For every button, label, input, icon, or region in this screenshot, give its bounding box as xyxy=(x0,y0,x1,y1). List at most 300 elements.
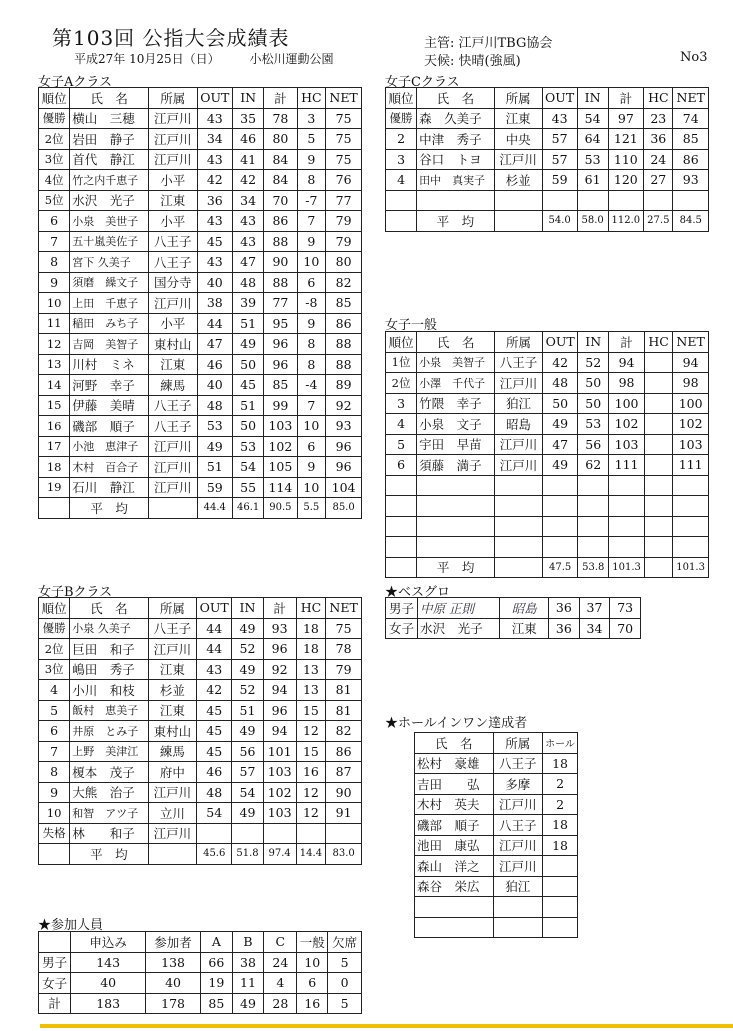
in-cell xyxy=(577,190,608,211)
count-cell: 66 xyxy=(201,952,233,973)
in-cell: 35 xyxy=(232,108,263,129)
out-cell: 36 xyxy=(549,618,580,639)
average-value: 27.5 xyxy=(644,211,673,232)
club-cell: 八王子 xyxy=(148,395,197,416)
gender-cell: 男子 xyxy=(386,598,418,619)
total-cell: 103 xyxy=(264,416,297,437)
name-cell: 上野 美津江 xyxy=(70,741,148,762)
weather: 天候: 快晴(強風) xyxy=(424,54,521,69)
club-cell: 江戸川 xyxy=(148,129,197,150)
bestGross-table xyxy=(385,597,641,639)
total-cell: 88 xyxy=(264,231,297,252)
name-cell: 宇田 早苗 xyxy=(417,434,495,455)
in-cell: 47 xyxy=(232,252,263,273)
rank-cell: 1位 xyxy=(386,352,417,373)
in-cell xyxy=(578,475,609,496)
column-header: 氏 名 xyxy=(70,598,148,619)
name-cell: 池田 康弘 xyxy=(415,835,494,856)
net-cell: 81 xyxy=(326,700,362,721)
count-cell: 11 xyxy=(232,973,264,994)
average-label: 平 均 xyxy=(417,557,495,578)
net-cell: 103 xyxy=(673,434,709,455)
average-label: 平 均 xyxy=(70,844,148,865)
table-row xyxy=(39,700,362,721)
column-header: IN xyxy=(232,88,263,109)
net-cell xyxy=(673,475,709,496)
out-cell: 46 xyxy=(197,762,232,783)
club-cell: 江戸川 xyxy=(495,434,543,455)
hole-cell: 18 xyxy=(543,835,578,856)
hc-cell xyxy=(644,352,672,373)
net-cell: 79 xyxy=(326,231,362,252)
out-cell: 40 xyxy=(197,375,232,396)
hc-cell: 16 xyxy=(296,762,326,783)
rank-cell: 18 xyxy=(39,457,70,478)
hc-cell xyxy=(296,823,326,844)
hc-cell: 13 xyxy=(296,680,326,701)
rank-cell: 7 xyxy=(39,741,70,762)
out-cell: 48 xyxy=(197,395,232,416)
total-cell xyxy=(609,475,645,496)
out-cell: 44 xyxy=(197,639,232,660)
in-cell: 61 xyxy=(577,170,608,191)
column-header: 計 xyxy=(263,598,296,619)
in-cell: 43 xyxy=(232,231,263,252)
count-cell: 4 xyxy=(264,973,297,994)
count-cell: 85 xyxy=(201,993,233,1014)
column-header: 氏 名 xyxy=(417,88,495,109)
rank-cell: 3位 xyxy=(39,149,70,170)
rank-cell: 7 xyxy=(39,231,70,252)
club-cell: 小平 xyxy=(148,170,197,191)
net-cell: 77 xyxy=(326,190,362,211)
name-cell: 田中 真実子 xyxy=(417,170,495,191)
in-cell: 53 xyxy=(232,436,263,457)
net-cell: 86 xyxy=(673,149,709,170)
out-cell: 43 xyxy=(542,108,577,129)
total-cell: 95 xyxy=(264,313,297,334)
table-row xyxy=(39,639,362,660)
rank-cell: 3位 xyxy=(39,659,70,680)
row-label: 計 xyxy=(39,993,71,1014)
column-header: OUT xyxy=(542,88,577,109)
rank-cell: 10 xyxy=(39,293,70,314)
event-date: 平成27年 10月25日（日） xyxy=(74,52,220,66)
out-cell: 59 xyxy=(542,170,577,191)
name-cell: 水沢 光子 xyxy=(70,190,149,211)
hole-cell: 2 xyxy=(543,794,578,815)
rank-cell: 6 xyxy=(39,211,70,232)
bottom-rule xyxy=(40,1024,733,1028)
hc-cell: 12 xyxy=(296,782,326,803)
hc-cell xyxy=(644,393,672,414)
column-header: C xyxy=(264,932,297,953)
total-cell xyxy=(609,496,645,517)
net-cell: 89 xyxy=(326,375,362,396)
table-row xyxy=(386,618,641,639)
hc-cell: 8 xyxy=(297,354,326,375)
hc-cell: 9 xyxy=(297,457,326,478)
club-cell: 江戸川 xyxy=(148,823,196,844)
average-label: 平 均 xyxy=(417,211,495,232)
table-row xyxy=(39,170,362,191)
hc-cell xyxy=(644,516,672,537)
name-cell: 和智 アツ子 xyxy=(70,803,148,824)
in-cell: 53 xyxy=(578,414,609,435)
in-cell xyxy=(232,823,263,844)
net-cell: 91 xyxy=(326,803,362,824)
in-cell: 50 xyxy=(232,416,263,437)
column-header: OUT xyxy=(543,332,578,353)
empty-cell xyxy=(148,844,196,865)
name-cell xyxy=(415,897,494,918)
table-row xyxy=(39,108,362,129)
out-cell xyxy=(542,190,577,211)
table-row xyxy=(415,753,578,774)
name-cell: 中津 秀子 xyxy=(417,129,495,150)
total-cell: 93 xyxy=(263,618,296,639)
hc-cell: 10 xyxy=(297,477,326,498)
hc-cell xyxy=(644,537,672,558)
total-cell: 86 xyxy=(264,211,297,232)
club-cell: 八王子 xyxy=(495,352,543,373)
out-cell: 42 xyxy=(197,680,232,701)
rank-cell: 4 xyxy=(386,170,417,191)
table-row xyxy=(39,952,362,973)
hc-cell: -8 xyxy=(297,293,326,314)
rank-cell: 優勝 xyxy=(39,108,70,129)
empty-cell xyxy=(494,211,542,232)
column-header: 参加者 xyxy=(146,932,201,953)
holeInOne-title: ★ホールインワン達成者 xyxy=(385,716,528,731)
total-cell: 84 xyxy=(264,170,297,191)
club-cell: 東村山 xyxy=(148,334,197,355)
rank-cell: 6 xyxy=(39,721,70,742)
table-row xyxy=(39,211,362,232)
column-header: IN xyxy=(577,88,608,109)
in-cell: 41 xyxy=(232,149,263,170)
hc-cell: 23 xyxy=(644,108,673,129)
out-cell: 50 xyxy=(543,393,578,414)
name-cell xyxy=(417,190,495,211)
column-header: ホール xyxy=(543,733,578,754)
name-cell: 飯村 恵美子 xyxy=(70,700,148,721)
header-row xyxy=(386,332,709,353)
hc-cell: 8 xyxy=(297,170,326,191)
table-row xyxy=(39,190,362,211)
name-cell: 小泉 美世子 xyxy=(70,211,149,232)
club-cell: 江東 xyxy=(148,700,196,721)
in-cell: 51 xyxy=(232,700,263,721)
column-header: OUT xyxy=(197,88,232,109)
net-cell: 93 xyxy=(673,170,709,191)
club-cell: 八王子 xyxy=(148,618,196,639)
net-cell: 86 xyxy=(326,313,362,334)
column-header: 所属 xyxy=(494,88,542,109)
page-title: 第103回 公指大会成績表 xyxy=(52,26,290,50)
hc-cell xyxy=(644,455,672,476)
table-row xyxy=(386,149,709,170)
count-cell: 16 xyxy=(297,993,328,1014)
in-cell: 45 xyxy=(232,375,263,396)
name-cell: 林 和子 xyxy=(70,823,148,844)
total-cell: 94 xyxy=(263,721,296,742)
in-cell: 64 xyxy=(577,129,608,150)
table-row xyxy=(39,272,362,293)
womenB-title: 女子Bクラス xyxy=(38,585,113,600)
table-row xyxy=(386,537,709,558)
column-header: 所属 xyxy=(148,598,196,619)
table-row xyxy=(39,659,362,680)
name-cell: 巨田 和子 xyxy=(70,639,148,660)
hc-cell: 9 xyxy=(297,313,326,334)
club-cell: 江戸川 xyxy=(493,835,543,856)
in-cell: 43 xyxy=(232,211,263,232)
club-cell: 江東 xyxy=(148,659,196,680)
average-value: 97.4 xyxy=(263,844,296,865)
row-label: 女子 xyxy=(39,973,71,994)
total-cell: 94 xyxy=(609,352,645,373)
club-cell: 練馬 xyxy=(148,375,197,396)
out-cell: 57 xyxy=(542,129,577,150)
column-header: 順位 xyxy=(386,88,417,109)
rank-cell: 12 xyxy=(39,334,70,355)
net-cell: 82 xyxy=(326,721,362,742)
total-cell: 97 xyxy=(608,108,644,129)
average-value: 47.5 xyxy=(543,557,578,578)
net-cell: 74 xyxy=(673,108,709,129)
out-cell: 45 xyxy=(197,231,232,252)
total-cell: 99 xyxy=(264,395,297,416)
out-cell xyxy=(543,475,578,496)
rank-cell: 8 xyxy=(39,762,70,783)
row-label: 男子 xyxy=(39,952,71,973)
out-cell: 43 xyxy=(197,211,232,232)
total-cell: 114 xyxy=(264,477,297,498)
womenGeneral-title: 女子一般 xyxy=(385,318,438,333)
out-cell: 53 xyxy=(197,416,232,437)
name-cell: 河野 幸子 xyxy=(70,375,149,396)
name-cell: 伊藤 美晴 xyxy=(70,395,149,416)
column-header: 計 xyxy=(609,332,645,353)
in-cell: 51 xyxy=(232,313,263,334)
in-cell: 52 xyxy=(232,680,263,701)
rank-cell: 5位 xyxy=(39,190,70,211)
column-header xyxy=(39,932,71,953)
womenC-table xyxy=(385,87,709,232)
name-cell: 竹隈 幸子 xyxy=(417,393,495,414)
table-row xyxy=(386,129,709,150)
out-cell: 36 xyxy=(549,598,580,619)
rank-cell: 3 xyxy=(386,393,417,414)
empty-cell xyxy=(148,498,197,519)
womenA-title: 女子Aクラス xyxy=(38,75,112,90)
club-cell xyxy=(493,917,543,938)
net-cell: 90 xyxy=(326,782,362,803)
hc-cell: 5 xyxy=(297,129,326,150)
net-cell: 75 xyxy=(326,129,362,150)
average-value: 112.0 xyxy=(608,211,644,232)
total-cell: 102 xyxy=(609,414,645,435)
average-value: 44.4 xyxy=(197,498,232,519)
table-row xyxy=(386,190,709,211)
net-cell xyxy=(673,496,709,517)
rank-cell: 失格 xyxy=(39,823,70,844)
table-row xyxy=(386,496,709,517)
net-cell: 80 xyxy=(326,252,362,273)
in-cell: 34 xyxy=(579,618,610,639)
hc-cell: 27 xyxy=(644,170,673,191)
in-cell: 51 xyxy=(232,395,263,416)
average-value: 101.3 xyxy=(673,557,709,578)
table-row xyxy=(386,455,709,476)
club-cell: 江戸川 xyxy=(148,149,197,170)
in-cell: 49 xyxy=(232,618,263,639)
out-cell: 49 xyxy=(543,455,578,476)
in-cell: 50 xyxy=(578,393,609,414)
rank-cell: 9 xyxy=(39,782,70,803)
hc-cell: 15 xyxy=(296,700,326,721)
out-cell: 48 xyxy=(197,782,232,803)
in-cell: 56 xyxy=(578,434,609,455)
in-cell: 57 xyxy=(232,762,263,783)
column-header: 申込み xyxy=(71,932,146,953)
out-cell: 36 xyxy=(197,190,232,211)
total-cell: 103 xyxy=(609,434,645,455)
net-cell: 92 xyxy=(326,395,362,416)
rank-cell: 2位 xyxy=(386,373,417,394)
count-cell: 5 xyxy=(328,993,362,1014)
hc-cell: 36 xyxy=(644,129,673,150)
hc-cell: 18 xyxy=(296,618,326,639)
out-cell: 45 xyxy=(197,741,232,762)
average-value: 5.5 xyxy=(297,498,326,519)
column-header: A xyxy=(201,932,233,953)
net-cell: 85 xyxy=(673,129,709,150)
out-cell: 59 xyxy=(197,477,232,498)
out-cell: 46 xyxy=(197,354,232,375)
out-cell: 49 xyxy=(543,414,578,435)
rank-cell: 17 xyxy=(39,436,70,457)
name-cell: 嶋田 秀子 xyxy=(70,659,148,680)
average-value: 85.0 xyxy=(326,498,362,519)
womenC-title: 女子Cクラス xyxy=(385,75,460,90)
count-cell: 178 xyxy=(146,993,201,1014)
average-value: 90.5 xyxy=(264,498,297,519)
out-cell: 40 xyxy=(197,272,232,293)
column-header: IN xyxy=(578,332,609,353)
net-cell: 96 xyxy=(326,436,362,457)
average-value: 84.5 xyxy=(673,211,709,232)
table-row xyxy=(386,516,709,537)
empty-cell xyxy=(39,498,70,519)
in-cell xyxy=(578,516,609,537)
page-number: No3 xyxy=(680,50,708,65)
table-row xyxy=(415,815,578,836)
event-venue: 小松川運動公園 xyxy=(249,52,334,66)
total-cell: 90 xyxy=(264,252,297,273)
in-cell: 54 xyxy=(232,782,263,803)
count-cell: 38 xyxy=(232,952,264,973)
table-row xyxy=(415,774,578,795)
table-row xyxy=(39,129,362,150)
club-cell: 国分寺 xyxy=(148,272,197,293)
count-cell: 19 xyxy=(201,973,233,994)
rank-cell: 10 xyxy=(39,803,70,824)
net-cell: 79 xyxy=(326,659,362,680)
total-cell: 105 xyxy=(264,457,297,478)
club-cell xyxy=(493,897,543,918)
average-label: 平 均 xyxy=(70,498,149,519)
name-cell: 井原 とみ子 xyxy=(70,721,148,742)
column-header: 計 xyxy=(608,88,644,109)
name-cell: 上田 千恵子 xyxy=(70,293,149,314)
club-cell: 小平 xyxy=(148,313,197,334)
total-cell xyxy=(608,190,644,211)
out-cell: 54 xyxy=(197,803,232,824)
table-row xyxy=(386,434,709,455)
participants-title: ★参加人員 xyxy=(38,918,104,933)
in-cell: 42 xyxy=(232,170,263,191)
table-row xyxy=(39,721,362,742)
hc-cell: 15 xyxy=(296,741,326,762)
hc-cell xyxy=(644,496,672,517)
count-cell: 24 xyxy=(264,952,297,973)
name-cell xyxy=(417,516,495,537)
column-header: 氏 名 xyxy=(417,332,495,353)
empty-cell xyxy=(39,844,70,865)
name-cell: 須藤 満子 xyxy=(417,455,495,476)
total-cell: 73 xyxy=(610,598,641,619)
name-cell: 磯部 順子 xyxy=(415,815,494,836)
rank-cell: 19 xyxy=(39,477,70,498)
table-row xyxy=(415,835,578,856)
table-row xyxy=(386,475,709,496)
rank-cell: 2 xyxy=(386,129,417,150)
name-cell: 小泉 文子 xyxy=(417,414,495,435)
total-cell: 77 xyxy=(264,293,297,314)
table-row xyxy=(39,477,362,498)
hc-cell xyxy=(644,475,672,496)
name-cell: 須磨 繰文子 xyxy=(70,272,149,293)
in-cell: 46 xyxy=(232,129,263,150)
organizer: 主管: 江戸川TBG協会 xyxy=(424,36,553,51)
header-row xyxy=(386,88,709,109)
out-cell: 43 xyxy=(197,252,232,273)
rank-cell: 2位 xyxy=(39,129,70,150)
count-cell: 183 xyxy=(71,993,146,1014)
column-header: 欠席 xyxy=(328,932,362,953)
net-cell: 104 xyxy=(326,477,362,498)
total-cell: 84 xyxy=(264,149,297,170)
hc-cell: 13 xyxy=(296,659,326,680)
in-cell: 49 xyxy=(232,659,263,680)
net-cell xyxy=(673,516,709,537)
rank-cell: 11 xyxy=(39,313,70,334)
average-value: 101.3 xyxy=(609,557,645,578)
column-header: NET xyxy=(673,332,709,353)
count-cell: 49 xyxy=(232,993,264,1014)
in-cell: 56 xyxy=(232,741,263,762)
count-cell: 5 xyxy=(328,952,362,973)
club-cell: 昭島 xyxy=(495,414,543,435)
out-cell: 48 xyxy=(543,373,578,394)
hc-cell: 10 xyxy=(297,252,326,273)
rank-cell xyxy=(386,537,417,558)
total-cell: 70 xyxy=(264,190,297,211)
in-cell: 49 xyxy=(232,334,263,355)
hc-cell: 6 xyxy=(297,272,326,293)
